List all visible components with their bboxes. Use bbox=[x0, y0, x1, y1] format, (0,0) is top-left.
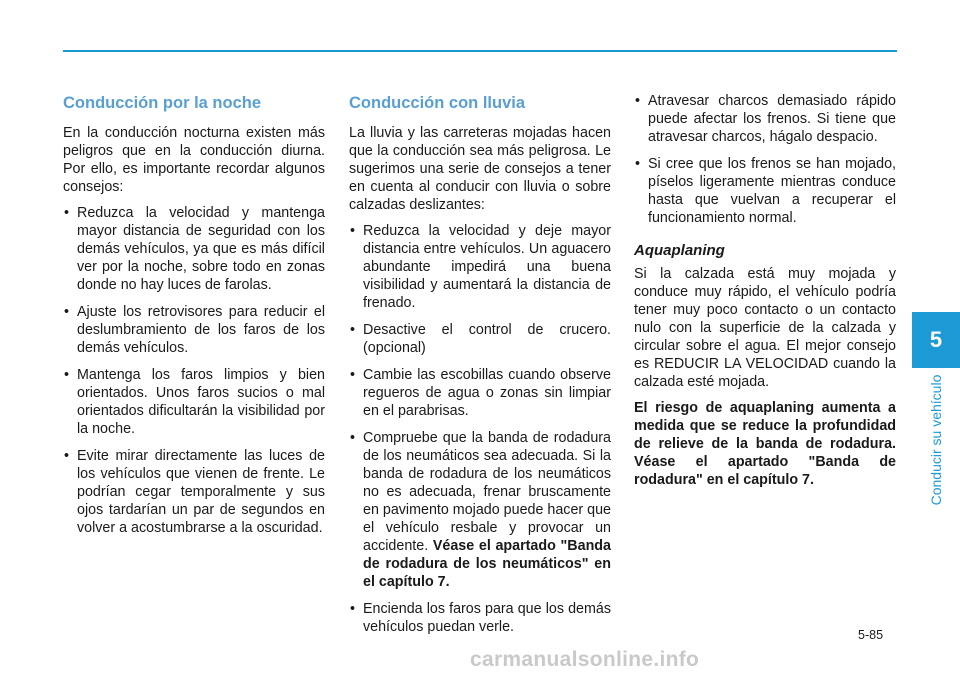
section-heading-night: Conducción por la noche bbox=[63, 94, 262, 112]
column-night-driving bbox=[63, 92, 325, 546]
list-item: • Mantenga los faros limpios y bien orientados. Unos faros sucios o mal orientados dificultarán la visibilidad por la noche. bbox=[63, 366, 325, 438]
bullet-list bbox=[349, 222, 611, 636]
list-item: • Desactive el control de crucero. (opcional) bbox=[349, 321, 611, 357]
list-item: • Reduzca la velocidad y mantenga mayor distancia de seguridad con los demás vehículos, ya que es más difícil ver por la noche, sobre todo en zonas donde no hay luces de farolas. bbox=[63, 204, 325, 294]
subheading-aquaplaning: Aquaplaning bbox=[634, 242, 725, 259]
aquaplaning-paragraph: Si la calzada está muy mojada y conduce muy rápido, el vehículo podría tener muy poco contacto o un contacto nulo con la superficie de la calzada y circular sobre el agua. El mejor consejo es REDUCIR LA VELOCIDAD cuando la calzada esté mojada. bbox=[634, 266, 896, 390]
chapter-tab[interactable] bbox=[912, 312, 960, 368]
chapter-title: Conducir su vehículo bbox=[928, 374, 944, 506]
aquaplaning-warning: El riesgo de aquaplaning aumenta a medida que se reduce la profundidad de relieve de la banda de rodadura. Véase el apartado "Banda de rodadura" en el capítulo 7. bbox=[634, 400, 896, 488]
watermark: carmanualsonline.info bbox=[470, 648, 700, 671]
list-item: • Reduzca la velocidad y deje mayor distancia entre vehículos. Un aguacero abundante impedirá una buena visibilidad y aumentará la distancia de frenado. bbox=[349, 222, 611, 312]
list-item: • Encienda los faros para que los demás vehículos puedan verle. bbox=[349, 600, 611, 636]
bullet-list bbox=[63, 204, 325, 537]
list-item: • Ajuste los retrovisores para reducir el deslumbramiento de los faros de los demás vehículos. bbox=[63, 303, 325, 357]
chapter-number: 5 bbox=[929, 327, 943, 352]
column-aquaplaning bbox=[634, 92, 896, 497]
page-number: 5-85 bbox=[858, 628, 884, 642]
list-item: • Atravesar charcos demasiado rápido puede afectar los frenos. Si tiene que atravesar charcos, hágalo despacio. bbox=[634, 92, 896, 146]
cross-reference: Véase el apartado "Banda de rodadura de los neumáticos" en el capítulo 7. bbox=[363, 538, 611, 590]
list-item: • Cambie las escobillas cuando observe regueros de agua o zonas sin limpiar en el parabrisas. bbox=[349, 366, 611, 420]
list-item-text: Compruebe que la banda de rodadura de los neumáticos sea adecuada. Si la banda de rodadura de los neumáticos no es adecuada, frenar bruscamente en pavimento mojado puede hacer que el vehículo resbale y provocar un accidente. bbox=[363, 430, 611, 554]
header-rule bbox=[63, 50, 897, 52]
column-rain-driving bbox=[349, 92, 611, 645]
list-item bbox=[349, 429, 611, 591]
section-heading-rain: Conducción con lluvia bbox=[349, 94, 526, 112]
intro-paragraph: La lluvia y las carreteras mojadas hacen que la conducción sea más peligrosa. Le sugerimos una serie de consejos a tener en cuenta al conducir con lluvia o sobre calzadas deslizantes: bbox=[349, 125, 611, 213]
intro-paragraph: En la conducción nocturna existen más peligros que en la conducción diurna. Por ello, es importante recordar algunos consejos: bbox=[63, 125, 325, 195]
bullet-list bbox=[634, 92, 896, 227]
list-item: • Si cree que los frenos se han mojado, píselos ligeramente mientras conduce hasta que vuelvan a recuperar el funcionamiento normal. bbox=[634, 155, 896, 227]
list-item: • Evite mirar directamente las luces de los vehículos que vienen de frente. Le podrían cegar temporalmente y sus ojos tardarían un par de segundos en volver a acostumbrarse a la oscuridad. bbox=[63, 447, 325, 537]
